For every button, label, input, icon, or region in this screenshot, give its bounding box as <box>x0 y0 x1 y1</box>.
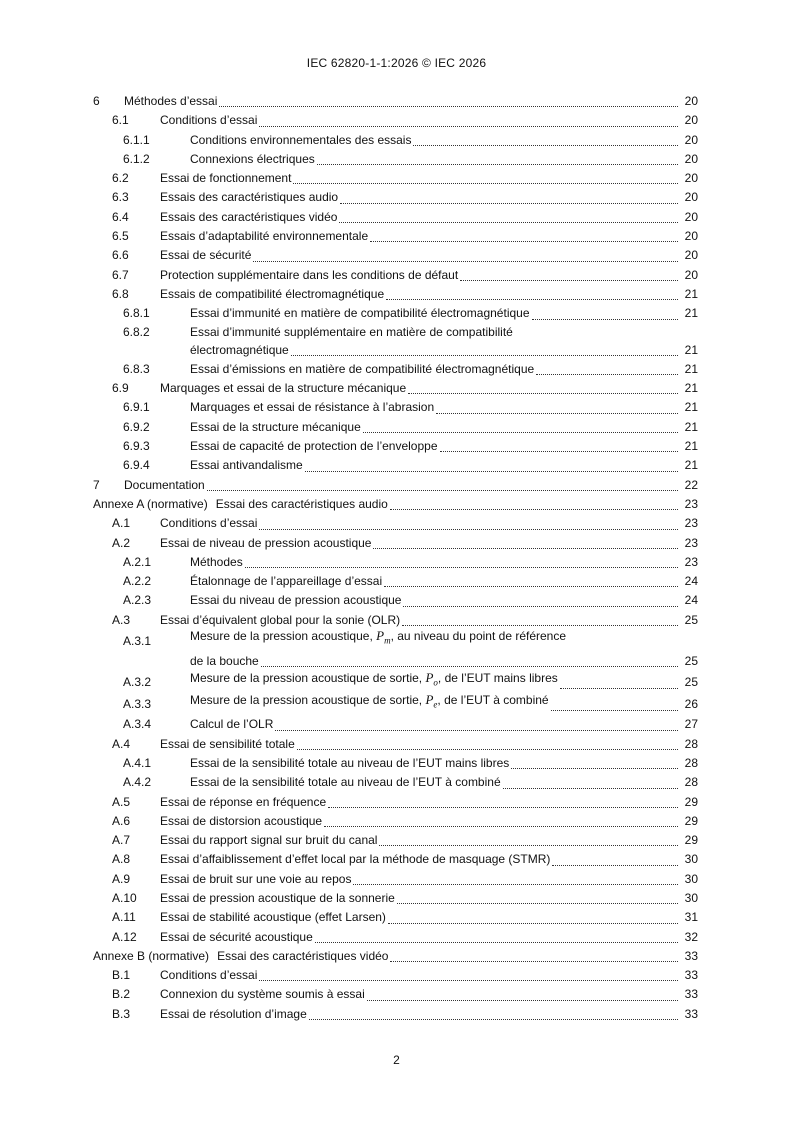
toc-entry-title <box>190 625 568 652</box>
toc-leader-dots <box>397 893 678 904</box>
toc-entry-page: 20 <box>684 229 698 244</box>
toc-entry-title <box>160 1005 309 1024</box>
toc-entry-page: 29 <box>684 813 698 828</box>
toc-entry-title <box>190 398 436 417</box>
toc-leader-dots <box>460 270 678 281</box>
toc-entry[interactable] <box>93 773 698 792</box>
toc-entry-title <box>216 495 390 514</box>
toc-entry-number: 6.1 <box>112 113 129 128</box>
toc-entry-title <box>190 360 536 379</box>
toc-entry-number: A.10 <box>112 890 137 905</box>
toc-entry-page: 33 <box>684 948 698 963</box>
toc-entry-title-text: Essai de capacité de protection de l’enveloppe <box>190 439 438 454</box>
toc-entry-page: 30 <box>684 890 698 905</box>
toc-entry-title <box>160 889 397 908</box>
toc-leader-dots <box>551 700 678 711</box>
toc-entry-title <box>190 418 363 437</box>
toc-entry-title-text: Documentation <box>124 477 205 492</box>
toc-entry-number: A.3.3 <box>123 697 152 712</box>
toc-leader-dots <box>511 758 678 769</box>
toc-leader-dots <box>328 797 678 808</box>
toc-entry-title-text: Conditions d’essai <box>160 516 258 531</box>
toc-entry[interactable] <box>93 966 698 985</box>
toc-leader-dots <box>373 538 678 549</box>
toc-entry-number: A.5 <box>112 794 131 809</box>
toc-entry-page: 20 <box>684 132 698 147</box>
toc-entry-number: Annexe B (normative) <box>93 948 210 963</box>
toc-entry-number: 6.5 <box>112 229 129 244</box>
toc-entry-title <box>160 928 315 947</box>
toc-entry-number: 6.2 <box>112 171 129 186</box>
toc-entry-number: 6.1.1 <box>123 132 150 147</box>
toc-entry-page: 25 <box>684 654 698 669</box>
toc-entry-page: 20 <box>684 267 698 282</box>
toc-entry[interactable] <box>93 572 698 591</box>
toc-entry-page: 33 <box>684 968 698 983</box>
toc-entry-title-text: Conditions environnementales des essais <box>190 132 412 147</box>
toc-leader-dots <box>259 116 678 127</box>
toc-entry-variable: $P_m$ <box>376 628 391 647</box>
toc-entry-number: A.2.3 <box>123 593 152 608</box>
toc-entry[interactable] <box>93 591 698 610</box>
toc-entry-title-text: Marquages et essai de la structure mécanique <box>160 381 407 396</box>
toc-leader-dots <box>402 615 678 626</box>
toc-entry-title-text: Essai du rapport signal sur bruit du canal <box>160 833 378 848</box>
toc-entry-page: 23 <box>684 496 698 511</box>
toc-entry-title <box>190 553 245 572</box>
toc-entry[interactable] <box>93 92 698 111</box>
toc-leader-dots <box>436 403 678 414</box>
toc-entry-title <box>190 572 384 591</box>
toc-entry-title <box>190 773 503 792</box>
toc-entry-page: 21 <box>684 306 698 321</box>
toc-entry[interactable] <box>93 437 698 456</box>
toc-leader-dots <box>390 499 678 510</box>
toc-entry-page: 33 <box>684 1006 698 1021</box>
toc-entry-number: A.4.1 <box>123 755 152 770</box>
toc-entry[interactable] <box>93 304 698 323</box>
toc-entry-page: 30 <box>684 852 698 867</box>
toc-entry-title-text: Essai de fonctionnement <box>160 171 292 186</box>
toc-entry-page: 21 <box>684 458 698 473</box>
toc-entry-title <box>190 437 440 456</box>
toc-entry-number: 6.4 <box>112 209 129 224</box>
toc-entry-title <box>160 208 339 227</box>
toc-entry[interactable] <box>93 324 698 360</box>
toc-entry-page: 31 <box>684 910 698 925</box>
toc-leader-dots <box>403 596 678 607</box>
toc-entry-title <box>190 456 305 475</box>
toc-entry-title <box>160 534 373 553</box>
toc-leader-dots <box>370 231 678 242</box>
toc-entry[interactable] <box>93 379 698 398</box>
toc-entry[interactable] <box>93 553 698 572</box>
toc-entry[interactable] <box>93 850 698 869</box>
toc-entry-title-text: Essais des caractéristiques audio <box>160 190 339 205</box>
toc-entry-number: B.2 <box>112 987 131 1002</box>
toc-entry-title <box>190 150 317 169</box>
toc-entry-number: A.3 <box>112 612 131 627</box>
toc-entry-title <box>160 111 259 130</box>
toc-leader-dots <box>386 289 678 300</box>
toc-entry-subscript: m <box>384 636 391 647</box>
toc-entry-page: 29 <box>684 794 698 809</box>
toc-entry[interactable] <box>93 495 698 514</box>
toc-entry-page: 32 <box>684 929 698 944</box>
toc-entry-title-text: Essai d’émissions en matière de compatibilité électromagnétique <box>190 361 535 376</box>
toc-entry-title-text: Essai de sensibilité totale <box>160 736 295 751</box>
toc-entry-number: 6.8.3 <box>123 361 150 376</box>
toc-entry-title-text: Essai des caractéristiques audio <box>215 496 388 511</box>
toc-entry-number: Annexe A (normative) <box>93 496 208 511</box>
toc-entry-number: 6.9.4 <box>123 458 150 473</box>
toc-leader-dots <box>532 309 678 320</box>
toc-entry-page: 28 <box>684 736 698 751</box>
toc-entry-title-text: Essai d’immunité en matière de compatibilité électromagnétique <box>190 306 530 321</box>
toc-entry-number: A.9 <box>112 871 131 886</box>
toc-entry[interactable] <box>93 456 698 475</box>
toc-entry-page: 25 <box>684 612 698 627</box>
toc-leader-dots <box>552 855 678 866</box>
toc-entry-page: 22 <box>684 477 698 492</box>
toc-entry-title-text: Calcul de l’OLR <box>190 717 274 732</box>
toc-entry-page: 21 <box>684 342 698 357</box>
toc-entry-number: B.3 <box>112 1006 131 1021</box>
toc-entry-number: A.1 <box>112 516 131 531</box>
toc-entry-title <box>124 92 219 111</box>
toc-entry[interactable] <box>93 169 698 188</box>
toc-entry[interactable] <box>93 188 698 207</box>
toc-leader-dots <box>315 932 678 943</box>
toc-entry[interactable] <box>93 360 698 379</box>
toc-entry-page: 24 <box>684 574 698 589</box>
toc-entry-title-text: Essai d’équivalent global pour la sonie (OLR) <box>160 612 401 627</box>
toc-entry[interactable] <box>93 418 698 437</box>
toc-leader-dots <box>560 678 678 689</box>
toc-entry-number: A.2.1 <box>123 554 152 569</box>
toc-entry-title-text: Essai du niveau de pression acoustique <box>190 593 402 608</box>
toc-entry[interactable] <box>93 208 698 227</box>
toc-entry-number: A.3.4 <box>123 717 152 732</box>
toc-entry-page: 26 <box>684 697 698 712</box>
toc-entry-title-text: Connexion du système soumis à essai <box>160 987 365 1002</box>
toc-entry-page: 20 <box>684 113 698 128</box>
toc-entry-title-text: Essai de sécurité acoustique <box>160 929 313 944</box>
toc-leader-dots <box>259 970 678 981</box>
toc-entry-page: 20 <box>684 248 698 263</box>
toc-entry-title-text: Conditions d’essai <box>160 113 258 128</box>
toc-entry[interactable] <box>93 870 698 889</box>
toc-leader-dots <box>413 135 678 146</box>
toc-entry-subscript: o <box>433 677 438 688</box>
toc-entry-title-text: Méthodes d’essai <box>124 94 218 108</box>
toc-entry-title <box>160 812 324 831</box>
toc-entry-number: 6.6 <box>112 248 129 263</box>
toc-entry-title <box>160 285 386 304</box>
toc-leader-dots <box>297 739 678 750</box>
toc-entry-title-text: Connexions électriques <box>190 151 315 166</box>
toc-entry[interactable] <box>93 985 698 1004</box>
toc-leader-dots <box>219 96 678 107</box>
toc-entry-title-text: Protection supplémentaire dans les conditions de défaut <box>160 267 459 282</box>
toc-entry-title-text: Essai de pression acoustique de la sonnerie <box>160 890 395 905</box>
toc-entry-title <box>190 324 515 341</box>
toc-leader-dots <box>536 364 678 375</box>
toc-entry-title-text: Essai de réponse en fréquence <box>160 794 327 809</box>
toc-entry-title-continued: de la bouche <box>190 654 259 669</box>
page-number: 2 <box>393 1053 400 1067</box>
toc-entry-page: 28 <box>684 755 698 770</box>
toc-entry-number: 6.8 <box>112 286 129 301</box>
toc-entry-number: 6.9.1 <box>123 400 150 415</box>
toc-entry-page: 29 <box>684 833 698 848</box>
toc-entry[interactable] <box>93 476 698 495</box>
toc-entry-title-text: Essai de niveau de pression acoustique <box>160 535 372 550</box>
toc-entry-page: 20 <box>684 151 698 166</box>
toc-entry-title <box>160 793 328 812</box>
table-of-contents <box>93 92 698 1024</box>
toc-entry-page: 33 <box>684 987 698 1002</box>
toc-entry-number: B.1 <box>112 968 131 983</box>
toc-entry[interactable] <box>93 735 698 754</box>
toc-entry-page: 25 <box>684 675 698 690</box>
toc-entry-title-text: Essai de résolution d’image <box>160 1006 307 1021</box>
toc-entry-title <box>160 227 370 246</box>
toc-leader-dots <box>384 576 678 587</box>
toc-leader-dots <box>363 422 678 433</box>
toc-entry-title-after: , au niveau du point de référence <box>390 629 567 644</box>
toc-entry-title <box>160 870 353 889</box>
toc-entry-title-text: Essai antivandalisme <box>190 458 303 473</box>
toc-leader-dots <box>408 383 678 394</box>
toc-entry-title-text: Essai de bruit sur une voie au repos <box>160 871 352 886</box>
toc-leader-dots <box>305 461 678 472</box>
toc-entry-variable: $P_e$ <box>425 691 438 710</box>
toc-entry-number: A.3.2 <box>123 675 152 690</box>
toc-entry-page: 21 <box>684 381 698 396</box>
toc-leader-dots <box>379 835 678 846</box>
toc-leader-dots <box>275 720 678 731</box>
toc-entry-page: 23 <box>684 516 698 531</box>
toc-entry[interactable] <box>93 889 698 908</box>
toc-entry-number: A.2 <box>112 535 131 550</box>
toc-leader-dots <box>340 193 678 204</box>
toc-entry-number: 7 <box>93 477 100 492</box>
toc-entry-title <box>160 514 259 533</box>
toc-entry-title-text: Essai de distorsion acoustique <box>160 813 323 828</box>
toc-entry-page: 23 <box>684 554 698 569</box>
toc-entry-title <box>124 476 207 495</box>
toc-entry-title-text: Étalonnage de l’appareillage d’essai <box>190 574 383 589</box>
toc-entry-title-text: Essai d’affaiblissement d’effet local par la méthode de masquage (STMR) <box>160 852 551 867</box>
toc-entry-title-text: Essais des caractéristiques vidéo <box>160 209 338 224</box>
toc-entry-page: 21 <box>684 361 698 376</box>
toc-entry-title <box>160 985 367 1004</box>
toc-leader-dots <box>353 874 678 885</box>
toc-entry-title-text: Conditions d’essai <box>160 968 258 983</box>
toc-entry[interactable] <box>93 534 698 553</box>
toc-entry-title-text: Essais de compatibilité électromagnétique <box>160 286 385 301</box>
toc-entry[interactable] <box>93 831 698 850</box>
toc-entry-page: 24 <box>684 593 698 608</box>
toc-entry-number: 6.8.1 <box>123 306 150 321</box>
toc-entry-number: A.7 <box>112 833 131 848</box>
toc-entry-title-text: Essai des caractéristiques vidéo <box>217 948 389 963</box>
toc-entry-title <box>160 169 293 188</box>
toc-entry-number: 6.9 <box>112 381 129 396</box>
toc-entry-number: 6.1.2 <box>123 151 150 166</box>
toc-entry-title-after: , de l’EUT mains libres <box>437 670 558 685</box>
page-header: IEC 62820-1-1:2026 © IEC 2026 <box>306 56 487 70</box>
toc-entry-title <box>160 908 388 927</box>
toc-entry-title-text: Essai de la sensibilité totale au niveau de l’EUT à combiné <box>190 775 501 790</box>
toc-entry[interactable] <box>93 131 698 150</box>
toc-entry-title <box>190 131 413 150</box>
toc-entry-number: 6.3 <box>112 190 129 205</box>
toc-entry-title-text: Mesure de la pression acoustique, <box>190 629 377 644</box>
toc-entry-title <box>190 754 511 773</box>
toc-entry-number: A.4 <box>112 736 131 751</box>
toc-entry-page: 21 <box>684 286 698 301</box>
toc-entry-page: 21 <box>684 400 698 415</box>
toc-entry[interactable] <box>93 908 698 927</box>
toc-entry-title <box>190 715 275 734</box>
toc-leader-dots <box>207 480 678 491</box>
toc-entry-page: 28 <box>684 775 698 790</box>
toc-entry-title-text: Essai de la sensibilité totale au niveau de l’EUT mains libres <box>190 755 510 770</box>
toc-entry-page: 30 <box>684 871 698 886</box>
toc-entry-title-text: Méthodes <box>190 554 243 569</box>
toc-leader-dots <box>503 778 678 789</box>
toc-entry-title <box>160 850 552 869</box>
toc-entry[interactable] <box>93 227 698 246</box>
toc-entry-title-text: Mesure de la pression acoustique de sortie, <box>190 670 426 685</box>
toc-leader-dots <box>367 990 678 1001</box>
toc-leader-dots <box>293 173 678 184</box>
toc-entry-title-text: Mesure de la pression acoustique de sortie, <box>190 692 426 707</box>
toc-entry-page: 20 <box>684 209 698 224</box>
toc-entry-number: 6.7 <box>112 267 129 282</box>
toc-entry-subscript: e <box>433 699 438 710</box>
toc-entry[interactable] <box>93 693 698 715</box>
toc-leader-dots <box>388 913 678 924</box>
toc-entry[interactable] <box>93 793 698 812</box>
toc-leader-dots <box>324 816 678 827</box>
toc-entry[interactable] <box>93 150 698 169</box>
toc-entry-title <box>160 379 408 398</box>
toc-entry-number: A.4.2 <box>123 775 152 790</box>
toc-entry-page: 21 <box>684 439 698 454</box>
toc-entry-title <box>160 966 259 985</box>
toc-leader-dots <box>253 251 678 262</box>
toc-entry-number: 6 <box>93 94 100 108</box>
toc-leader-dots <box>309 1009 678 1020</box>
toc-entry[interactable] <box>93 715 698 734</box>
toc-entry[interactable] <box>93 1005 698 1024</box>
toc-leader-dots <box>261 656 678 667</box>
toc-leader-dots <box>440 441 679 452</box>
toc-entry-page: 23 <box>684 535 698 550</box>
toc-entry-title <box>190 689 551 716</box>
toc-entry-title <box>160 246 253 265</box>
toc-leader-dots <box>245 557 678 568</box>
toc-entry-title-text: Essai de la structure mécanique <box>190 419 361 434</box>
toc-entry-number: 6.8.2 <box>123 324 150 339</box>
toc-entry-number: A.6 <box>112 813 131 828</box>
toc-entry-page: 20 <box>684 94 698 108</box>
toc-entry-page: 20 <box>684 171 698 186</box>
toc-entry-title-text: Marquages et essai de résistance à l’abrasion <box>190 400 435 415</box>
toc-entry-title-continued: électromagnétique <box>190 342 289 357</box>
toc-leader-dots <box>339 212 678 223</box>
toc-entry-title-text: Essai d’immunité supplémentaire en matière de compatibilité <box>190 324 513 339</box>
toc-entry-title <box>160 735 297 754</box>
toc-entry[interactable] <box>93 928 698 947</box>
toc-leader-dots <box>259 519 678 530</box>
toc-entry[interactable] <box>93 111 698 130</box>
toc-entry[interactable] <box>93 246 698 265</box>
toc-entry[interactable] <box>93 266 698 285</box>
toc-entry-number: A.3.1 <box>123 634 152 649</box>
toc-leader-dots <box>317 154 678 165</box>
toc-entry[interactable] <box>93 630 698 671</box>
toc-entry-title-text: Essais d’adaptabilité environnementale <box>160 229 369 244</box>
toc-entry[interactable] <box>93 285 698 304</box>
toc-entry-variable: $P_o$ <box>425 669 438 688</box>
toc-entry-title <box>160 831 379 850</box>
toc-entry-title <box>160 188 340 207</box>
toc-entry-title-text: Essai de stabilité acoustique (effet Larsen) <box>160 910 386 925</box>
toc-leader-dots <box>390 951 678 962</box>
toc-entry-title <box>190 591 403 610</box>
toc-entry[interactable] <box>93 754 698 773</box>
toc-entry[interactable] <box>93 514 698 533</box>
toc-entry-number: A.12 <box>112 929 137 944</box>
toc-entry[interactable] <box>93 398 698 417</box>
toc-entry-title <box>160 266 460 285</box>
toc-entry-page: 20 <box>684 190 698 205</box>
toc-entry-page: 21 <box>684 419 698 434</box>
toc-entry-number: A.11 <box>112 910 136 925</box>
toc-entry-title-after: , de l’EUT à combiné <box>437 692 549 707</box>
toc-leader-dots <box>291 345 678 356</box>
toc-entry[interactable] <box>93 947 698 966</box>
toc-entry-title <box>190 304 532 323</box>
toc-entry-number: A.8 <box>112 852 131 867</box>
toc-entry-number: 6.9.2 <box>123 419 150 434</box>
toc-entry-page: 27 <box>684 717 698 732</box>
toc-entry-title-text: Essai de sécurité <box>160 248 252 263</box>
toc-entry-number: 6.9.3 <box>123 439 150 454</box>
toc-entry-title <box>217 947 390 966</box>
toc-entry-number: A.2.2 <box>123 574 152 589</box>
toc-entry[interactable] <box>93 812 698 831</box>
